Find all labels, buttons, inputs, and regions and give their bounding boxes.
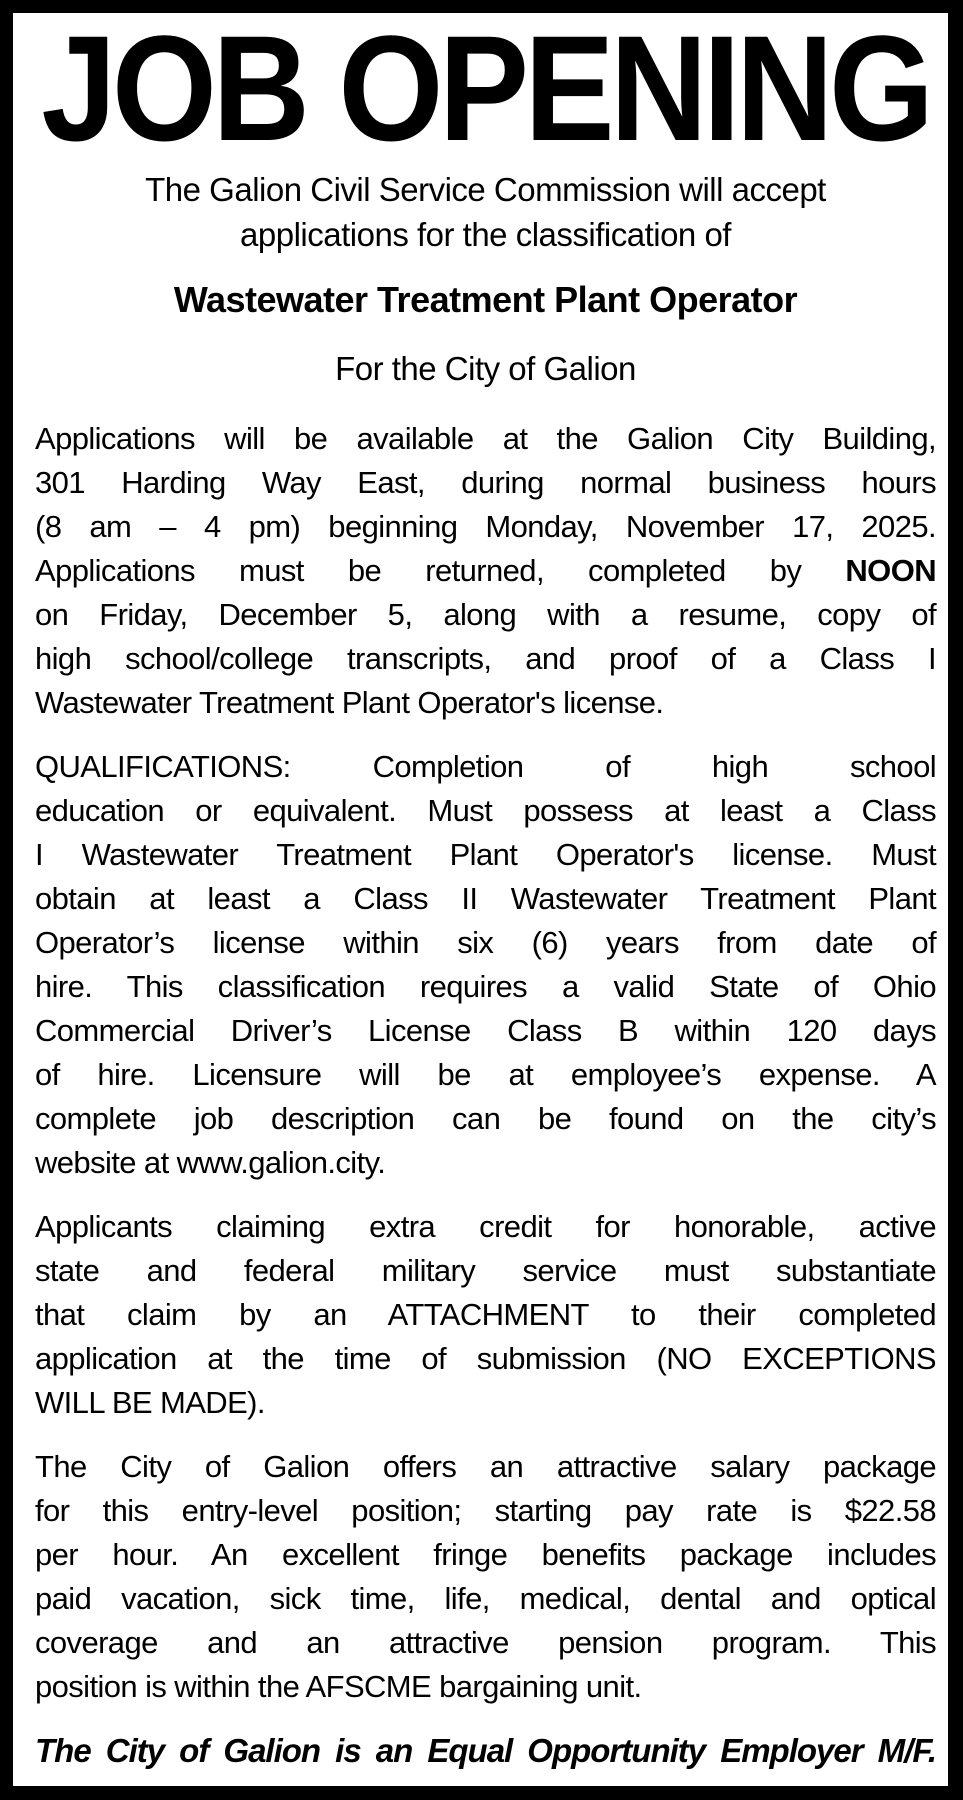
text-segment: (8 am – 4 pm) beginning Monday, November 17, 2025. [35,509,936,544]
intro-block [35,167,936,257]
text-line [35,417,936,461]
text-line [35,1009,936,1053]
text-segment: Commercial Driver’s License Class B within 120 days [35,1013,936,1048]
text-line [35,1141,936,1185]
text-segment: coverage and an attractive pension program. This [35,1625,936,1660]
text-line [35,681,936,725]
paragraph [35,1445,936,1709]
text-segment: education or equivalent. Must possess at least a Class [35,793,936,828]
for-city-line: For the City of Galion [335,350,636,387]
text-line [35,593,936,637]
text-segment: WILL BE MADE). [35,1385,265,1420]
text-line [35,1381,936,1425]
text-segment: for this entry-level position; starting pay rate is $22.58 [35,1493,936,1528]
text-line [35,789,936,833]
text-segment: on Friday, December 5, along with a resume, copy of [35,597,936,632]
text-line [35,461,936,505]
text-line [35,1621,936,1665]
text-segment: paid vacation, sick time, life, medical, dental and optical [35,1581,936,1616]
headline-text: JOB OPENING [41,4,930,172]
text-segment: Applications must be returned, completed by [35,553,846,588]
text-line [35,965,936,1009]
text-line [35,1577,936,1621]
intro-line-1: The Galion Civil Service Commission will accept [145,171,826,208]
text-line [35,921,936,965]
text-segment: 301 Harding Way East, during normal business hours [35,465,936,500]
text-line [35,1489,936,1533]
ad-paper [13,4,948,1786]
text-segment: obtain at least a Class II Wastewater Treatment Plant [35,881,936,916]
eoe-footer: The City of Galion is an Equal Opportunity Employer M/F. [35,1732,936,1769]
text-line [35,833,936,877]
text-segment: QUALIFICATIONS: Completion of high school [35,749,936,784]
text-line [35,1205,936,1249]
text-segment: Applicants claiming extra credit for honorable, active [35,1209,936,1244]
text-segment: Wastewater Treatment Plant Operator's license. [35,685,664,720]
paragraph [35,1205,936,1425]
text-line [35,1293,936,1337]
text-line [35,1249,936,1293]
text-segment: Operator’s license within six (6) years from date of [35,925,936,960]
headline [35,4,936,172]
text-segment: website at www.galion.city. [35,1145,386,1180]
text-line [35,1053,936,1097]
position-title: Wastewater Treatment Plant Operator [173,279,798,320]
intro-line-2: applications for the classification of [240,216,731,253]
text-segment: Applications will be available at the Galion City Building, [35,421,936,456]
text-line [35,1445,936,1489]
text-segment: complete job description can be found on the city’s [35,1101,936,1136]
text-line [35,745,936,789]
text-segment: state and federal military service must substantiate [35,1253,936,1288]
text-line [35,1337,936,1381]
text-line [35,877,936,921]
text-segment: position is within the AFSCME bargaining unit. [35,1669,642,1704]
text-segment: I Wastewater Treatment Plant Operator's license. Must [35,837,936,872]
text-segment: high school/college transcripts, and proof of a Class I [35,641,936,676]
paragraph [35,745,936,1185]
text-segment: application at the time of submission (NO EXCEPTIONS [35,1341,936,1376]
text-segment: NOON [845,553,936,588]
text-segment: of hire. Licensure will be at employee’s expense. A [35,1057,936,1092]
text-segment: hire. This classification requires a valid State of Ohio [35,969,936,1004]
text-line [35,1533,936,1577]
text-segment: per hour. An excellent fringe benefits package includes [35,1537,936,1572]
text-line [35,1097,936,1141]
text-segment: The City of Galion offers an attractive salary package [35,1449,936,1484]
paragraph [35,417,936,725]
text-line [35,1665,936,1709]
text-segment: that claim by an ATTACHMENT to their completed [35,1297,936,1332]
body-paragraphs [35,417,936,1709]
text-line [35,549,936,593]
text-line [35,637,936,681]
text-line [35,505,936,549]
